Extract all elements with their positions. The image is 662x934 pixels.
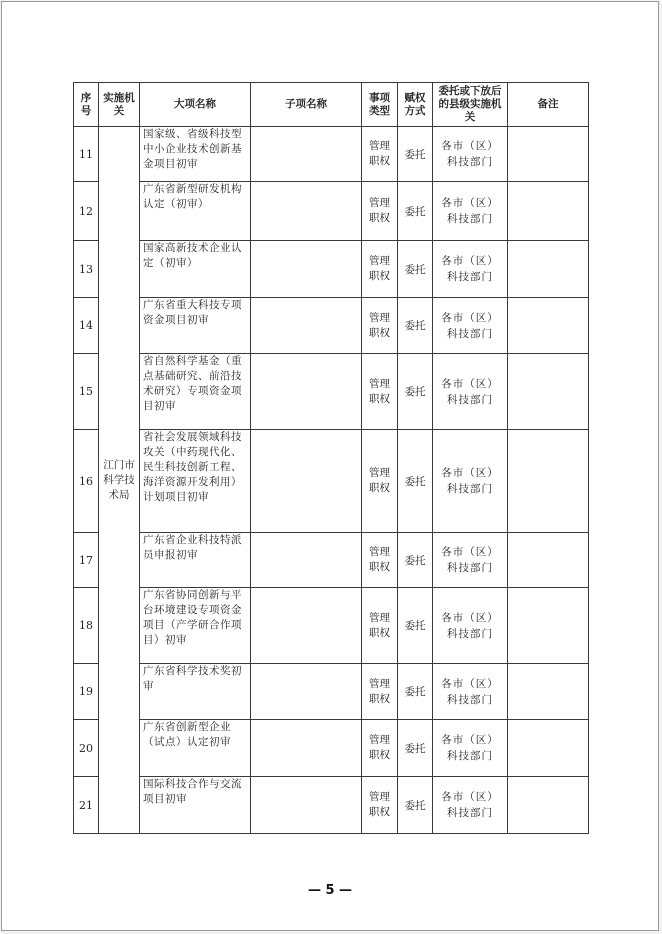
table-row — [74, 127, 589, 182]
item-type-cell: 管理职权 — [362, 720, 398, 777]
sub-item-cell — [251, 241, 362, 298]
table-body — [74, 127, 589, 834]
table-row — [74, 533, 589, 588]
target-agency-cell: 各市（区）科技部门 — [433, 588, 508, 664]
page-number: — 5 — — [307, 883, 353, 898]
table-row — [74, 777, 589, 834]
note-cell — [508, 354, 589, 430]
item-type-cell: 管理职权 — [362, 430, 398, 533]
note-cell — [508, 127, 589, 182]
row-number: 21 — [74, 777, 99, 834]
header-no: 序号 — [74, 83, 99, 127]
grant-mode-cell: 委托 — [398, 664, 433, 720]
note-cell — [508, 777, 589, 834]
table-row — [74, 241, 589, 298]
sub-item-cell — [251, 127, 362, 182]
row-number: 20 — [74, 720, 99, 777]
row-number: 14 — [74, 298, 99, 354]
target-agency-cell: 各市（区）科技部门 — [433, 430, 508, 533]
row-number: 19 — [74, 664, 99, 720]
sub-item-cell — [251, 588, 362, 664]
document-page — [1, 1, 659, 931]
sub-item-cell — [251, 182, 362, 241]
sub-item-cell — [251, 533, 362, 588]
table-row — [74, 354, 589, 430]
item-type-cell: 管理职权 — [362, 588, 398, 664]
grant-mode-cell: 委托 — [398, 588, 433, 664]
row-number: 18 — [74, 588, 99, 664]
header-type: 事项类型 — [362, 83, 398, 127]
item-name-cell: 国家高新技术企业认定（初审） — [140, 241, 251, 298]
target-agency-cell: 各市（区）科技部门 — [433, 241, 508, 298]
row-number: 12 — [74, 182, 99, 241]
target-agency-cell: 各市（区）科技部门 — [433, 533, 508, 588]
item-type-cell: 管理职权 — [362, 354, 398, 430]
row-number: 11 — [74, 127, 99, 182]
item-name-cell: 广东省企业科技特派员申报初审 — [140, 533, 251, 588]
table-row — [74, 588, 589, 664]
target-agency-cell: 各市（区）科技部门 — [433, 664, 508, 720]
row-number: 16 — [74, 430, 99, 533]
table-row — [74, 182, 589, 241]
note-cell — [508, 664, 589, 720]
item-type-cell: 管理职权 — [362, 241, 398, 298]
sub-item-cell — [251, 354, 362, 430]
item-type-cell: 管理职权 — [362, 127, 398, 182]
item-name-cell: 省自然科学基金（重点基础研究、前沿技术研究）专项资金项目初审 — [140, 354, 251, 430]
table-header-row — [74, 83, 589, 127]
item-name-cell: 国家级、省级科技型中小企业技术创新基金项目初审 — [140, 127, 251, 182]
note-cell — [508, 720, 589, 777]
item-type-cell: 管理职权 — [362, 533, 398, 588]
note-cell — [508, 241, 589, 298]
target-agency-cell: 各市（区）科技部门 — [433, 298, 508, 354]
table-row — [74, 298, 589, 354]
row-number: 17 — [74, 533, 99, 588]
sub-item-cell — [251, 720, 362, 777]
header-target: 委托或下放后的县级实施机关 — [433, 83, 508, 127]
item-name-cell: 广东省新型研发机构认定（初审） — [140, 182, 251, 241]
header-mode: 赋权方式 — [398, 83, 433, 127]
sub-item-cell — [251, 777, 362, 834]
agency-cell: 江门市科学技术局 — [99, 127, 140, 834]
item-name-cell: 广东省科学技术奖初审 — [140, 664, 251, 720]
item-type-cell: 管理职权 — [362, 182, 398, 241]
grant-mode-cell: 委托 — [398, 298, 433, 354]
item-name-cell: 广东省重大科技专项资金项目初审 — [140, 298, 251, 354]
target-agency-cell: 各市（区）科技部门 — [433, 777, 508, 834]
note-cell — [508, 298, 589, 354]
target-agency-cell: 各市（区）科技部门 — [433, 720, 508, 777]
item-name-cell: 国际科技合作与交流项目初审 — [140, 777, 251, 834]
note-cell — [508, 533, 589, 588]
grant-mode-cell: 委托 — [398, 430, 433, 533]
target-agency-cell: 各市（区）科技部门 — [433, 182, 508, 241]
item-name-cell: 省社会发展领域科技攻关（中药现代化、民生科技创新工程、海洋资源开发利用）计划项目初审 — [140, 430, 251, 533]
item-type-cell: 管理职权 — [362, 777, 398, 834]
item-type-cell: 管理职权 — [362, 298, 398, 354]
note-cell — [508, 430, 589, 533]
item-name-cell: 广东省创新型企业（试点）认定初审 — [140, 720, 251, 777]
item-name-cell: 广东省协同创新与平台环境建设专项资金项目（产学研合作项目）初审 — [140, 588, 251, 664]
grant-mode-cell: 委托 — [398, 127, 433, 182]
target-agency-cell: 各市（区）科技部门 — [433, 127, 508, 182]
target-agency-cell: 各市（区）科技部门 — [433, 354, 508, 430]
header-item: 大项名称 — [140, 83, 251, 127]
table-row — [74, 430, 589, 533]
grant-mode-cell: 委托 — [398, 777, 433, 834]
header-sub-item: 子项名称 — [251, 83, 362, 127]
sub-item-cell — [251, 664, 362, 720]
grant-mode-cell: 委托 — [398, 533, 433, 588]
item-type-cell: 管理职权 — [362, 664, 398, 720]
grant-mode-cell: 委托 — [398, 241, 433, 298]
row-number: 13 — [74, 241, 99, 298]
header-agency: 实施机关 — [99, 83, 140, 127]
header-note: 备注 — [508, 83, 589, 127]
row-number: 15 — [74, 354, 99, 430]
grant-mode-cell: 委托 — [398, 720, 433, 777]
table-row — [74, 720, 589, 777]
sub-item-cell — [251, 430, 362, 533]
table-row — [74, 664, 589, 720]
sub-item-cell — [251, 298, 362, 354]
grant-mode-cell: 委托 — [398, 182, 433, 241]
authority-table — [73, 82, 589, 834]
note-cell — [508, 588, 589, 664]
grant-mode-cell: 委托 — [398, 354, 433, 430]
note-cell — [508, 182, 589, 241]
